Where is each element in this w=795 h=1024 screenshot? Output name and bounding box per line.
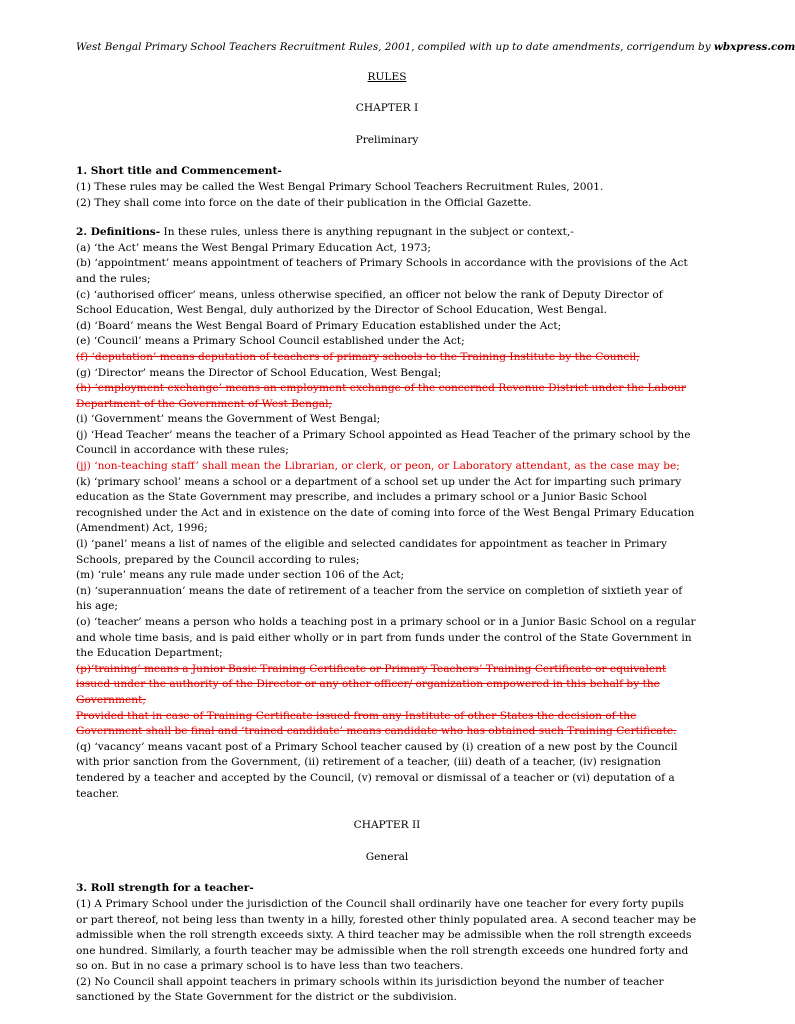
definition-b: (b) ‘appointment’ means appointment of teachers of Primary Schools in accordance with the provisions of the Act and the rules; — [76, 257, 688, 285]
definition-p-proviso-deleted: Provided that in case of Training Certificate issued from any Institute of other States the decision of the Government shall be final and ‘trained candidate’ means candidate who has obtained such Training Certificate. — [76, 709, 677, 738]
header-brand: wbxpress.com — [713, 41, 795, 53]
chapter-1-title: CHAPTER I — [355, 102, 419, 115]
definition-i: (i) ‘Government’ means the Government of West Bengal; — [76, 413, 381, 426]
definition-c: (c) ‘authorised officer’ means, unless otherwise specified, an officer not below the rank of Deputy Director of School Education, West Bengal, duly authorized by the Director of School Education, West Bengal. — [76, 288, 663, 317]
section-3-item: (2) No Council shall appoint teachers in primary schools within its jurisdiction beyond the number of teacher sanctioned by the State Government for the district or the subdivision. — [76, 975, 664, 1004]
definition-a: (a) ‘the Act’ means the West Bengal Primary Education Act, 1973; — [76, 241, 431, 254]
chapter-1-subtitle: Preliminary — [355, 133, 419, 146]
section-2-heading: 2. Definitions- — [76, 226, 161, 239]
definition-l: (l) ‘panel’ means a list of names of the eligible and selected candidates for appointment as teacher in Primary Schools, prepared by the Council according to rules; — [76, 538, 667, 566]
definition-n: (n) ‘superannuation’ means the date of retirement of a teacher from the service on completion of sixtieth year of his age; — [76, 584, 683, 613]
section-3 — [76, 881, 698, 1006]
section-1 — [76, 164, 698, 211]
section-2-intro: In these rules, unless there is anything repugnant in the subject or context,- — [160, 226, 574, 239]
section-1-item: (2) They shall come into force on the date of their publication in the Official Gazette. — [76, 196, 532, 209]
definition-p-deleted: (p)‘training’ means a Junior Basic Training Certificate or Primary Teachers’ Training Certificate or equivalent issued under the authority of the Director or any other officer/ organization empowered in this behalf by the Government; — [76, 662, 667, 706]
rules-title: RULES — [367, 70, 407, 83]
section-2 — [76, 225, 698, 802]
section-3-item: (1) A Primary School under the jurisdiction of the Council shall ordinarily have one teacher for every forty pupils or part thereof, not being less than twenty in a hilly, forested other thinly populated area. A second teacher may be admissible when the roll strength exceeds sixty. A third teacher may be admissible when the roll strength exceeds one hundred. Similarly, a fourth teacher may be admissible when the roll strength exceeds one hundred forty and so on. But in no case a primary school is to have less than two teachers. — [76, 897, 697, 973]
definition-m: (m) ‘rule’ means any rule made under section 106 of the Act; — [76, 569, 405, 582]
definition-h-deleted: (h) ‘employment exchange’ means an employment exchange of the concerned Revenue District under the Labour Department of the Government of West Bengal; — [76, 382, 686, 410]
section-3-heading: 3. Roll strength for a teacher- — [76, 882, 254, 895]
definition-e: (e) ‘Council’ means a Primary School Council established under the Act; — [76, 335, 465, 348]
section-2-intro-line — [76, 225, 698, 241]
header-text: West Bengal Primary School Teachers Recruitment Rules, 2001, compiled with up to date amendments, corrigendum by — [76, 41, 711, 53]
section-1-heading: 1. Short title and Commencement- — [76, 165, 282, 178]
running-header — [76, 40, 795, 56]
definition-q: (q) ‘vacancy’ means vacant post of a Primary School teacher caused by (i) creation of a new post by the Council with prior sanction from the Government, (ii) retirement of a teacher, (iii) death of a teacher, (iv) resignation tendered by a teacher and accepted by the Council, (v) removal or dismissal of a teacher or (vi) deputation of a teacher. — [76, 740, 678, 800]
definition-d: (d) ‘Board’ means the West Bengal Board of Primary Education established under the Act; — [76, 319, 562, 332]
section-1-item: (1) These rules may be called the West Bengal Primary School Teachers Recruitment Rules, 2001. — [76, 180, 604, 193]
definition-o: (o) ‘teacher’ means a person who holds a teaching post in a primary school or in a Junior Basic School on a regular and whole time basis, and is paid either wholly or in part from funds under the control of the State Government in the Education Department; — [76, 616, 696, 660]
chapter-2-title: CHAPTER II — [353, 819, 421, 832]
definition-j: (j) ‘Head Teacher’ means the teacher of a Primary School appointed as Head Teacher of the primary school by the Council in accordance with these rules; — [76, 428, 691, 457]
definition-g: (g) ‘Director’ means the Director of School Education, West Bengal; — [76, 366, 442, 379]
chapter-2-subtitle: General — [365, 850, 409, 863]
definition-k: (k) ‘primary school’ means a school or a department of a school set up under the Act for imparting such primary education as the State Government may prescribe, and includes a primary school or a Junior Basic School recognished under the Act and in existence on the date of coming into force of the West Bengal Primary Education (Amendment) Act, 1996; — [76, 475, 695, 535]
definition-f-deleted: (f) ‘deputation’ means deputation of teachers of primary schools to the Training Institute by the Council; — [76, 350, 640, 363]
definition-jj-inserted: (jj) ‘non-teaching staff’ shall mean the Librarian, or clerk, or peon, or Laboratory attendant, as the case may be; — [76, 460, 680, 473]
